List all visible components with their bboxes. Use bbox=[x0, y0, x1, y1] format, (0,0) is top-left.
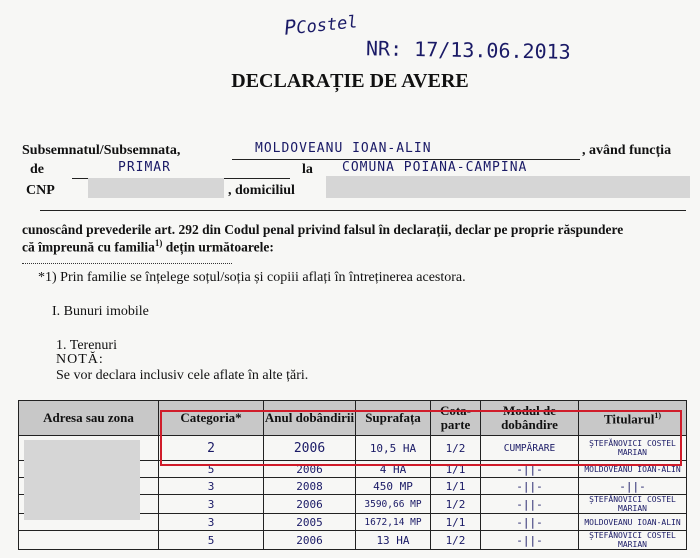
cell-share: 1/1 bbox=[431, 478, 481, 495]
cell-holder: MOLDOVEANU IOAN-ALIN bbox=[579, 461, 687, 478]
cell-year: 2005 bbox=[264, 514, 356, 531]
note-text: Se vor declara inclusiv cele aflate în alte țări. bbox=[56, 368, 309, 383]
cell-holder: MOLDOVEANU IOAN-ALIN bbox=[579, 514, 687, 531]
cell-share: 1/1 bbox=[431, 514, 481, 531]
subsection-title: 1. Terenuri bbox=[56, 338, 117, 353]
highlight-box bbox=[160, 410, 682, 466]
cell-category: 5 bbox=[159, 461, 264, 478]
cell-year: 2006 bbox=[264, 531, 356, 550]
cell-holder: -||- bbox=[579, 478, 687, 495]
header-holder-mark: 1) bbox=[654, 411, 661, 421]
domicile-continuation-line bbox=[40, 196, 686, 211]
header-area: Suprafața bbox=[356, 401, 431, 436]
cell-acquisition: -||- bbox=[481, 495, 579, 514]
registration-number: NR: 17/13.06.2013 bbox=[365, 36, 571, 64]
intro-line-2-end: dețin următoarele: bbox=[162, 239, 274, 255]
header-holder-text: Titularul bbox=[603, 411, 655, 427]
header-address: Adresa sau zona bbox=[19, 401, 159, 436]
declarant-label: Subsemnatul/Subsemnata, bbox=[22, 143, 181, 158]
declarant-name: MOLDOVEANU IOAN-ALIN bbox=[255, 141, 432, 156]
intro-line-1: cunoscând prevederile art. 292 din Codul penal privind falsul în declarații, declar pe proprie răspundere bbox=[22, 222, 624, 237]
signature-name: Costel bbox=[295, 12, 359, 39]
cell-category: 2 bbox=[159, 436, 264, 461]
cell-area: 13 HA bbox=[356, 531, 431, 550]
cell-category: 3 bbox=[159, 495, 264, 514]
cell-area: 4 HA bbox=[356, 461, 431, 478]
declarant-institution: COMUNA POIANA-CAMPINA bbox=[342, 160, 528, 175]
cell-area: 3590,66 MP bbox=[356, 495, 431, 514]
cell-share: 1/2 bbox=[431, 495, 481, 514]
signature-prefix: P bbox=[282, 14, 298, 40]
table-row bbox=[19, 531, 687, 550]
note-label: NOTĂ: bbox=[56, 352, 104, 367]
cell-address bbox=[19, 531, 159, 550]
cell-category: 3 bbox=[159, 514, 264, 531]
domicile-label: , domiciliul bbox=[228, 183, 295, 198]
cell-category: 3 bbox=[159, 478, 264, 495]
header-acquisition-mode: Modul de dobândire bbox=[481, 401, 579, 436]
cell-share: 1/2 bbox=[431, 531, 481, 550]
cell-holder: ȘTEFĂNOVICI COSTEL MARIAN bbox=[579, 495, 687, 514]
role-underline bbox=[72, 160, 290, 179]
document-title: DECLARAȚIE DE AVERE bbox=[231, 70, 469, 92]
cnp-redacted bbox=[88, 178, 224, 198]
header-category: Categoria* bbox=[159, 401, 264, 436]
cnp-label: CNP bbox=[26, 183, 55, 198]
cell-year: 2006 bbox=[264, 436, 356, 461]
domicile-redacted bbox=[326, 176, 690, 198]
cell-holder: ȘTEFĂNOVICI COSTEL MARIAN bbox=[579, 436, 687, 461]
signature-mark bbox=[283, 8, 359, 40]
header-share: Cota-parte bbox=[431, 401, 481, 436]
intro-line-2-text: că împreună cu familia bbox=[22, 239, 155, 255]
cell-area: 450 MP bbox=[356, 478, 431, 495]
cell-share: 1/1 bbox=[431, 461, 481, 478]
function-suffix: , având funcția bbox=[582, 143, 672, 158]
intro-line-2 bbox=[22, 238, 274, 256]
declarant-role: PRIMAR bbox=[118, 160, 171, 175]
cell-acquisition: -||- bbox=[481, 531, 579, 550]
cell-area: 10,5 HA bbox=[356, 436, 431, 461]
cell-acquisition: -||- bbox=[481, 461, 579, 478]
cell-acquisition: -||- bbox=[481, 514, 579, 531]
cell-acquisition: CUMPĂRARE bbox=[481, 436, 579, 461]
la-label: la bbox=[302, 162, 313, 177]
footnote-text: *1) Prin familie se înțelege soțul/soția și copiii aflați în întreținerea acestora. bbox=[38, 270, 466, 285]
cell-area: 1672,14 MP bbox=[356, 514, 431, 531]
cell-category: 5 bbox=[159, 531, 264, 550]
footnote-separator bbox=[22, 262, 232, 264]
cell-acquisition: -||- bbox=[481, 478, 579, 495]
cell-year: 2008 bbox=[264, 478, 356, 495]
header-year: Anul dobândirii bbox=[264, 401, 356, 436]
de-label: de bbox=[30, 162, 44, 177]
address-redacted bbox=[24, 440, 140, 520]
cell-holder: ȘTEFĂNOVICI COSTEL MARIAN bbox=[579, 531, 687, 550]
cell-share: 1/2 bbox=[431, 436, 481, 461]
cell-year: 2006 bbox=[264, 495, 356, 514]
footnote-mark: 1) bbox=[154, 238, 163, 248]
cell-year: 2006 bbox=[264, 461, 356, 478]
section-title: I. Bunuri imobile bbox=[52, 304, 149, 319]
